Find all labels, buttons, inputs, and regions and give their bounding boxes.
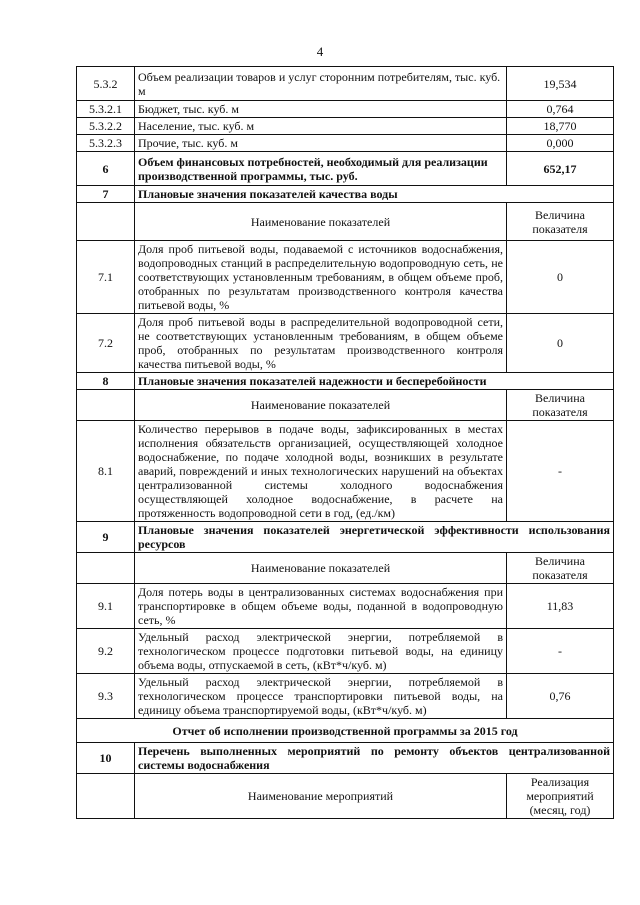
row-text: Количество перерывов в подаче воды, зафиксированных в местах исполнения обязательств организацией, осуществляющей холодное водоснабжение, по подаче холодной воды, возникших в результате аварий, повреждений и иных технологических нарушений на объектах централизованной системы холодного водоснабжения осуществляющей холодное водоснабжение, в расчете на протяженность водопроводной сети в год, (ед./км)	[135, 421, 507, 522]
row-text: Доля проб питьевой воды, подаваемой с источников водоснабжения, водопроводных станций в распределительную водопроводную сеть, не соответствующих установленным требованиям, в общем объеме проб, отобранных по результатам производственного контроля качества питьевой воды, %	[135, 241, 507, 314]
row-number: 5.3.2	[77, 67, 135, 101]
empty-cell	[77, 203, 135, 241]
row-text: Объем реализации товаров и услуг сторонним потребителям, тыс. куб. м	[135, 67, 507, 101]
row-number: 7.2	[77, 314, 135, 373]
row-value: -	[507, 629, 614, 674]
row-value: 18,770	[507, 118, 614, 135]
column-header-row	[77, 553, 614, 584]
section-title: Плановые значения показателей качества воды	[135, 186, 614, 203]
report-title-row	[77, 719, 614, 743]
row-number: 9.1	[77, 584, 135, 629]
row-number: 9.2	[77, 629, 135, 674]
row-number: 9.3	[77, 674, 135, 719]
column-header-value: Величина показателя	[507, 390, 614, 421]
column-header-name: Наименование мероприятий	[135, 774, 507, 819]
table-row	[77, 314, 614, 373]
section-title: Перечень выполненных мероприятий по ремонту объектов централизованной системы водоснабжения	[135, 743, 614, 774]
row-value: 0	[507, 314, 614, 373]
row-value: 0,764	[507, 101, 614, 118]
section-header-row	[77, 743, 614, 774]
page-number: 4	[316, 44, 324, 59]
table-row	[77, 152, 614, 186]
empty-cell	[77, 774, 135, 819]
table-row	[77, 67, 614, 101]
column-header-name: Наименование показателей	[135, 553, 507, 584]
table-row	[77, 421, 614, 522]
section-title: Плановые значения показателей энергетической эффективности использования ресурсов	[135, 522, 614, 553]
column-header-value: Величина показателя	[507, 553, 614, 584]
table-row	[77, 241, 614, 314]
row-value: 652,17	[507, 152, 614, 186]
column-header-row	[77, 774, 614, 819]
table-row	[77, 101, 614, 118]
row-number: 6	[77, 152, 135, 186]
row-text: Прочие, тыс. куб. м	[135, 135, 507, 152]
table-row	[77, 118, 614, 135]
row-value: 0	[507, 241, 614, 314]
column-header-name: Наименование показателей	[135, 203, 507, 241]
section-header-row	[77, 373, 614, 390]
report-title: Отчет об исполнении производственной программы за 2015 год	[77, 719, 614, 743]
row-text: Удельный расход электрической энергии, потребляемой в технологическом процессе транспортировки питьевой воды, на единицу объема транспортируемой воды, (кВт*ч/куб. м)	[135, 674, 507, 719]
row-number: 5.3.2.1	[77, 101, 135, 118]
section-number: 8	[77, 373, 135, 390]
row-number: 8.1	[77, 421, 135, 522]
section-header-row	[77, 522, 614, 553]
row-value: -	[507, 421, 614, 522]
table-row	[77, 629, 614, 674]
column-header-row	[77, 390, 614, 421]
section-title: Плановые значения показателей надежности и бесперебойности	[135, 373, 614, 390]
table-row	[77, 584, 614, 629]
row-text: Бюджет, тыс. куб. м	[135, 101, 507, 118]
row-value: 11,83	[507, 584, 614, 629]
section-number: 9	[77, 522, 135, 553]
row-number: 5.3.2.2	[77, 118, 135, 135]
table-row	[77, 135, 614, 152]
row-text: Население, тыс. куб. м	[135, 118, 507, 135]
row-value: 0,76	[507, 674, 614, 719]
section-number: 10	[77, 743, 135, 774]
empty-cell	[77, 553, 135, 584]
row-text: Доля проб питьевой воды в распределительной водопроводной сети, не соответствующих установленным требованиям, в общем объеме проб, отобранных по результатам производственного контроля качества питьевой воды, %	[135, 314, 507, 373]
row-value: 19,534	[507, 67, 614, 101]
production-program-table	[76, 66, 614, 819]
table-row	[77, 674, 614, 719]
row-value: 0,000	[507, 135, 614, 152]
column-header-name: Наименование показателей	[135, 390, 507, 421]
row-number: 5.3.2.3	[77, 135, 135, 152]
row-text: Удельный расход электрической энергии, потребляемой в технологическом процессе подготовки питьевой воды, на единицу объема воды, отпускаемой в сеть, (кВт*ч/куб. м)	[135, 629, 507, 674]
section-header-row	[77, 186, 614, 203]
row-number: 7.1	[77, 241, 135, 314]
row-text: Объем финансовых потребностей, необходимый для реализации производственной программы, тыс. руб.	[135, 152, 507, 186]
section-number: 7	[77, 186, 135, 203]
column-header-value: Реализация мероприятий (месяц, год)	[507, 774, 614, 819]
column-header-value: Величина показателя	[507, 203, 614, 241]
column-header-row	[77, 203, 614, 241]
empty-cell	[77, 390, 135, 421]
row-text: Доля потерь воды в централизованных системах водоснабжения при транспортировке в общем объеме воды, поданной в водопроводную сеть, %	[135, 584, 507, 629]
